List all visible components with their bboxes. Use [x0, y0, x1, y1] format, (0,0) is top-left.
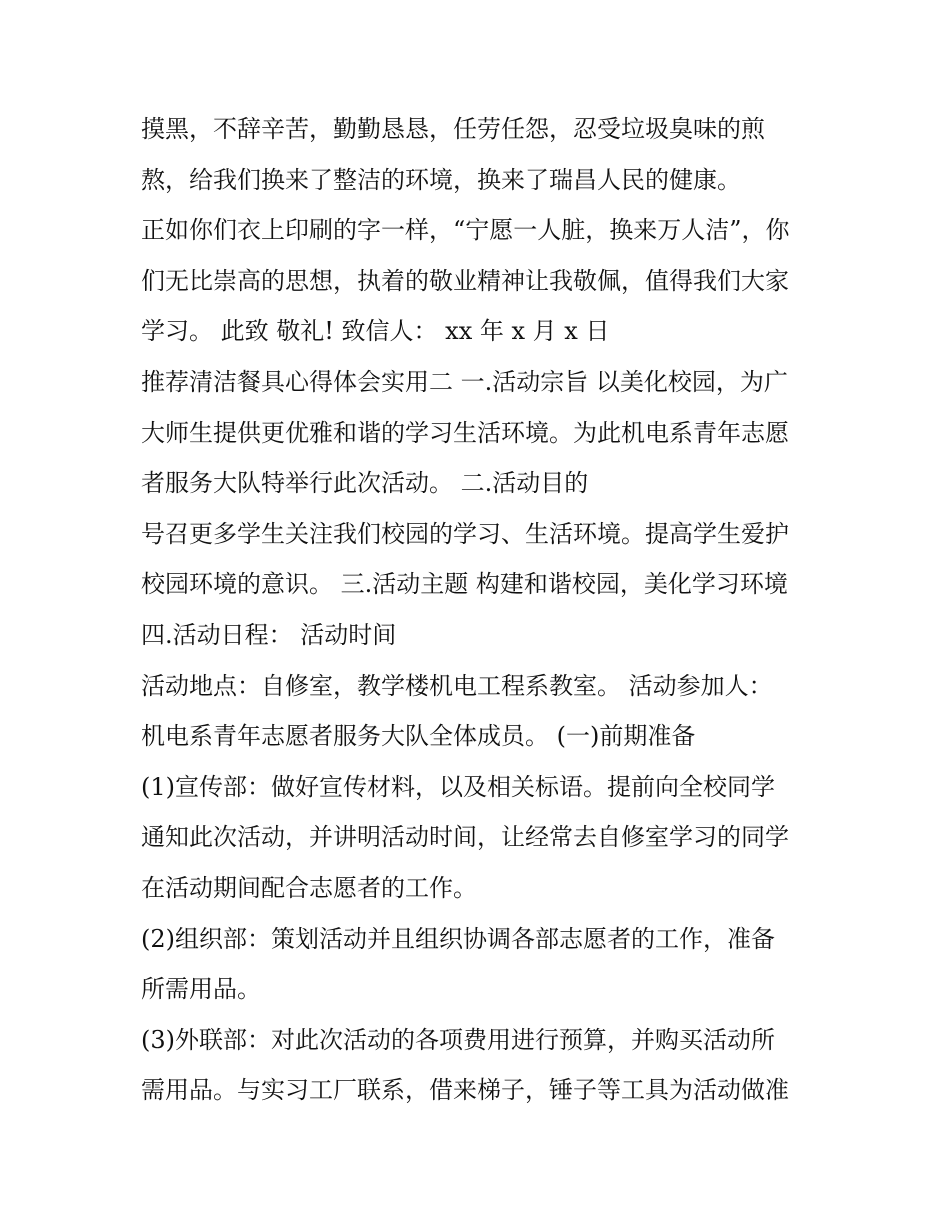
- text-line: 大师生提供更优雅和谐的学习生活环境。为此机电系青年志愿: [141, 418, 789, 447]
- text-line: (2)组织部：策划活动并且组织协调各部志愿者的工作，准备: [141, 924, 775, 953]
- text-line: 者服务大队特举行此次活动。 二.活动目的: [141, 469, 589, 498]
- text-line: (1)宣传部：做好宣传材料，以及相关标语。提前向全校同学: [141, 772, 775, 801]
- text-line: 所需用品。: [141, 975, 261, 1004]
- text-line: 学习。 此致 敬礼! 致信人： xx 年 x 月 x 日: [141, 317, 610, 346]
- text-line: 校园环境的意识。 三.活动主题 构建和谐校园，美化学习环境: [141, 570, 788, 599]
- text-line: 们无比崇高的思想，执着的敬业精神让我敬佩，值得我们大家: [141, 266, 789, 295]
- text-line: 熬，给我们换来了整洁的环境，换来了瑞昌人民的健康。: [141, 165, 741, 194]
- text-line: (3)外联部：对此次活动的各项费用进行预算，并购买活动所: [141, 1025, 775, 1054]
- text-line: 号召更多学生关注我们校园的学习、生活环境。提高学生爱护: [141, 519, 789, 548]
- text-line: 需用品。与实习工厂联系，借来梯子，锤子等工具为活动做准: [141, 1076, 789, 1105]
- text-line: 摸黑，不辞辛苦，勤勤恳恳，任劳任怨，忍受垃圾臭味的煎: [141, 115, 765, 143]
- text-line: 通知此次活动，并讲明活动时间，让经常去自修室学习的同学: [141, 823, 789, 852]
- body-text: [141, 104, 821, 1116]
- text-line: 机电系青年志愿者服务大队全体成员。 (一)前期准备: [141, 722, 696, 751]
- text-line: 活动地点：自修室，教学楼机电工程系教室。 活动参加人：: [141, 671, 773, 700]
- text-line: 在活动期间配合志愿者的工作。: [141, 873, 477, 902]
- text-line: 四.活动日程： 活动时间: [141, 620, 397, 649]
- text-line: 推荐清洁餐具心得体会实用二 一.活动宗旨 以美化校园，为广: [141, 367, 788, 396]
- text-line: 正如你们衣上印刷的字一样，“宁愿一人脏，换来万人洁”，你: [141, 216, 790, 245]
